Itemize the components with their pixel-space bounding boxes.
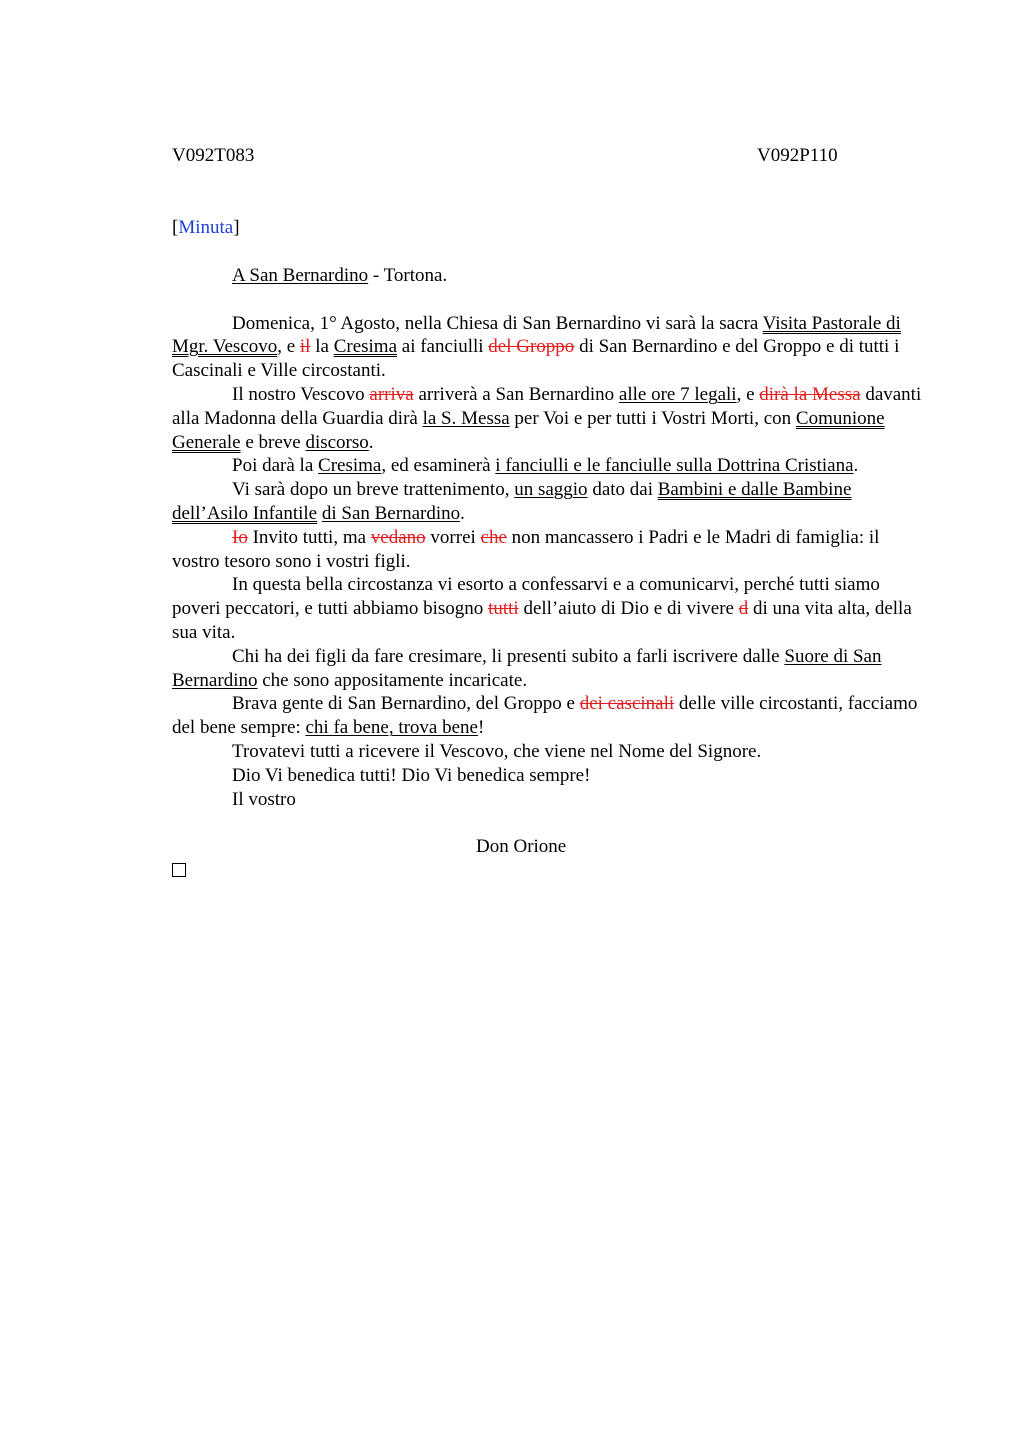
text-segment: Dio Vi benedica tutti! Dio Vi benedica sempre! <box>232 764 591 786</box>
text-segment: , ed esaminerà <box>381 455 496 477</box>
underlined-text: Suore di San Bernardino <box>172 645 882 691</box>
minuta-label <box>172 216 922 240</box>
document-page <box>172 144 922 877</box>
text-segment: dell’aiuto di Dio e di vivere <box>518 598 739 620</box>
text-segment: Poi darà la <box>232 455 319 477</box>
paragraph <box>172 788 922 812</box>
text-segment: . <box>853 455 859 477</box>
text-segment: . <box>368 431 374 453</box>
deleted-text: d <box>738 598 749 620</box>
text-segment: Trovatevi tutti a ricevere il Vescovo, che viene nel Nome del Signore. <box>232 740 762 762</box>
underlined-text: Cresima <box>333 336 398 358</box>
text-segment: davanti alla Madonna della Guardia dirà <box>172 383 922 429</box>
deleted-text: tutti <box>488 598 519 620</box>
paragraph <box>172 740 922 764</box>
document-code-left: V092T083 <box>172 145 255 166</box>
deleted-text: vedano <box>370 526 426 548</box>
text-segment: Vi sarà dopo un breve trattenimento, <box>232 479 515 501</box>
address-rest: - Tortona. <box>368 264 448 286</box>
text-segment: Brava gente di San Bernardino, del Groppo e <box>232 693 580 715</box>
checkbox-icon <box>172 863 186 877</box>
minuta-bracket-close: ] <box>233 217 240 238</box>
underlined-text: Comunione Generale <box>172 407 885 453</box>
underlined-text: alle ore 7 legali <box>618 383 737 405</box>
underlined-text: Visita Pastorale di Mgr. Vescovo <box>172 312 901 358</box>
deleted-text: che <box>480 526 507 548</box>
deleted-text: dei cascinali <box>579 693 675 715</box>
underlined-text: discorso <box>305 431 369 453</box>
text-segment: ! <box>477 717 485 739</box>
text-segment: Domenica, 1° Agosto, nella Chiesa di San Bernardino vi sarà la sacra <box>232 312 763 334</box>
text-segment: . <box>460 502 465 524</box>
underlined-text: Cresima <box>318 455 382 477</box>
text-segment: arriverà a San Bernardino <box>413 383 619 405</box>
paragraph <box>172 764 922 788</box>
paragraph <box>172 573 922 644</box>
text-segment: vorrei <box>425 526 481 548</box>
text-segment: e breve <box>240 431 306 453</box>
paragraph <box>172 692 922 740</box>
text-segment: la <box>310 336 334 358</box>
text-segment: ai fanciulli <box>397 336 489 358</box>
text-segment: Chi ha dei figli da fare cresimare, li presenti subito a farli iscrivere dalle <box>232 645 785 667</box>
minuta-text: Minuta <box>178 217 234 238</box>
paragraph <box>172 645 922 693</box>
text-segment: In questa bella circostanza vi esorto a confessarvi e a comunicarvi, perché tutti siamo poveri peccatori, e tutti abbiamo bisogno <box>172 574 880 620</box>
document-code-right: V092P110 <box>757 145 838 166</box>
address-place: A San Bernardino <box>232 264 369 286</box>
text-segment: dato dai <box>587 479 658 501</box>
text-segment: delle ville circostanti, facciamo del bene sempre: <box>172 693 918 739</box>
text-segment: di una vita alta, della sua vita. <box>172 598 912 643</box>
paragraph <box>172 312 922 383</box>
paragraph <box>172 526 922 574</box>
address-line <box>172 264 922 288</box>
underlined-text: di San Bernardino <box>321 502 461 524</box>
underlined-text: la S. Messa <box>422 407 510 429</box>
underlined-text: i fanciulli e le fanciulle sulla Dottrina Cristiana <box>495 455 854 477</box>
underlined-text: un saggio <box>514 479 588 501</box>
text-segment: Il vostro <box>232 788 296 810</box>
paragraph <box>172 383 922 454</box>
deleted-text: il <box>299 336 311 358</box>
text-segment: Il nostro Vescovo <box>232 383 370 405</box>
underlined-text: chi fa bene, trova bene <box>305 717 478 739</box>
text-segment: di San Bernardino e del Groppo e di tutti i Cascinali e Ville circostanti. <box>172 336 900 382</box>
paragraph <box>172 478 922 526</box>
text-segment: che sono appositamente incaricate. <box>257 669 528 691</box>
underlined-text: Bambini e dalle Bambine dell’Asilo Infantile <box>172 479 852 524</box>
deleted-text: Io <box>232 526 248 548</box>
deleted-text: dirà la Messa <box>759 383 861 405</box>
text-segment: , e <box>736 383 760 405</box>
minuta-bracket-open: [ <box>172 217 179 238</box>
text-segment: , e <box>277 336 300 358</box>
deleted-text: del Groppo <box>488 336 575 358</box>
letter-body <box>172 312 922 812</box>
header <box>172 144 922 170</box>
paragraph <box>172 454 922 478</box>
text-segment: Invito tutti, ma <box>247 526 371 548</box>
signature: Don Orione <box>476 836 567 858</box>
text-segment: per Voi e per tutti i Vostri Morti, con <box>509 407 796 429</box>
text-segment: non mancassero i Padri e le Madri di famiglia: il vostro tesoro sono i vostri figli. <box>172 526 880 572</box>
deleted-text: arriva <box>369 383 414 405</box>
